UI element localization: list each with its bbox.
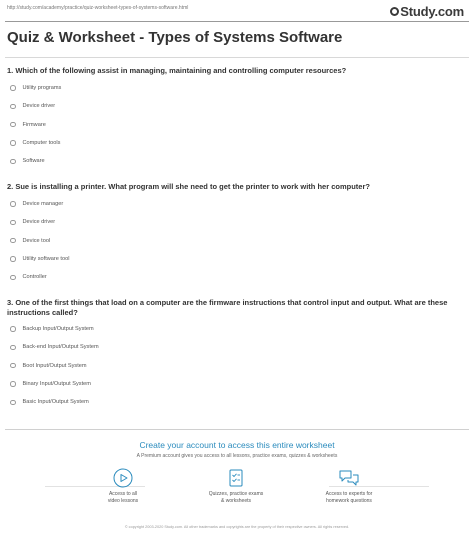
radio-button-icon[interactable]	[10, 85, 16, 91]
radio-button-icon[interactable]	[10, 363, 16, 369]
answer-option[interactable]	[7, 268, 462, 286]
answer-option-label: Utility programs	[22, 85, 62, 92]
premium-promo	[5, 429, 469, 546]
feature-label: Access to all video lessons	[107, 491, 139, 504]
radio-button-icon[interactable]	[10, 256, 16, 262]
question-1-text: 1. Which of the following assist in managing, maintaining and controlling computer resources?	[7, 66, 347, 75]
top-bar	[0, 0, 474, 20]
answer-option-label: Software	[22, 158, 45, 165]
answer-option[interactable]	[7, 357, 462, 375]
radio-button-icon[interactable]	[10, 345, 16, 351]
radio-button-icon[interactable]	[10, 201, 16, 207]
question-1	[7, 66, 462, 170]
answer-option-label: Device driver	[22, 103, 56, 110]
radio-button-icon[interactable]	[10, 381, 16, 387]
answer-option-label: Utility software tool	[22, 256, 70, 263]
answer-option[interactable]	[7, 213, 462, 231]
logo-text: Study.com	[400, 4, 464, 19]
radio-button-icon[interactable]	[10, 400, 16, 406]
page-title: Quiz & Worksheet - Types of Systems Software	[7, 29, 343, 46]
answer-option[interactable]	[7, 375, 462, 393]
radio-button-icon[interactable]	[10, 326, 16, 332]
logo-mark-icon	[390, 7, 399, 16]
question-1-options	[7, 79, 462, 170]
answer-option-label: Binary Input/Output System	[22, 381, 91, 388]
answer-option[interactable]	[7, 195, 462, 213]
feature-label: Access to experts for homework questions	[325, 491, 373, 504]
answer-option[interactable]	[7, 250, 462, 268]
radio-button-icon[interactable]	[10, 122, 16, 128]
question-2-text: 2. Sue is installing a printer. What program will she need to get the printer to work with her computer?	[7, 182, 370, 191]
question-3-text: 3. One of the first things that load on a computer are the firmware instructions that control input and output. What are these instructions called?	[7, 298, 448, 317]
feature-label: Quizzes, practice exams & worksheets	[208, 491, 264, 504]
feature-video-lessons	[78, 468, 168, 504]
feature-quizzes	[191, 468, 281, 504]
radio-button-icon[interactable]	[10, 238, 16, 244]
answer-option-label: Backup Input/Output System	[22, 326, 94, 333]
copyright-notice: © copyright 2003-2020 Study.com. All other trademarks and copyrights are the property of their respective owners. All rights reserved.	[124, 525, 350, 529]
answer-option[interactable]	[7, 79, 462, 97]
answer-option[interactable]	[7, 134, 462, 152]
radio-button-icon[interactable]	[10, 220, 16, 226]
answer-option[interactable]	[7, 116, 462, 134]
study-logo[interactable]	[390, 4, 464, 19]
radio-button-icon[interactable]	[10, 104, 16, 110]
answer-option[interactable]	[7, 232, 462, 250]
answer-option[interactable]	[7, 393, 462, 411]
question-3	[7, 298, 462, 411]
header-divider	[5, 21, 469, 22]
answer-option[interactable]	[7, 338, 462, 356]
answer-option-label: Firmware	[22, 121, 46, 128]
quiz-checklist-icon	[226, 468, 246, 488]
title-divider	[5, 57, 469, 58]
answer-option-label: Controller	[22, 274, 47, 281]
radio-button-icon[interactable]	[10, 140, 16, 146]
feature-experts	[304, 468, 394, 504]
answer-option-label: Device tool	[22, 237, 51, 244]
answer-option-label: Boot Input/Output System	[22, 362, 87, 369]
answer-option-label: Device manager	[22, 201, 64, 208]
create-account-link[interactable]: Create your account to access this entire worksheet	[139, 440, 335, 450]
answer-option[interactable]	[7, 152, 462, 170]
radio-button-icon[interactable]	[10, 159, 16, 165]
promo-subtitle: A Premium account gives you access to all lessons, practice exams, quizzes & worksheets	[136, 453, 338, 459]
answer-option-label: Basic Input/Output System	[22, 399, 89, 406]
question-3-options	[7, 320, 462, 411]
answer-option-label: Back-end Input/Output System	[22, 344, 99, 351]
page-url: http://study.com/academy/practice/quiz-worksheet-types-of-systems-software.html	[7, 5, 189, 11]
video-lesson-icon	[113, 468, 133, 488]
answer-option-label: Computer tools	[22, 140, 61, 147]
question-2	[7, 182, 462, 286]
answer-option-label: Device driver	[22, 219, 56, 226]
question-2-options	[7, 195, 462, 286]
answer-option[interactable]	[7, 97, 462, 115]
expert-chat-icon	[338, 468, 360, 488]
radio-button-icon[interactable]	[10, 275, 16, 281]
answer-option[interactable]	[7, 320, 462, 338]
